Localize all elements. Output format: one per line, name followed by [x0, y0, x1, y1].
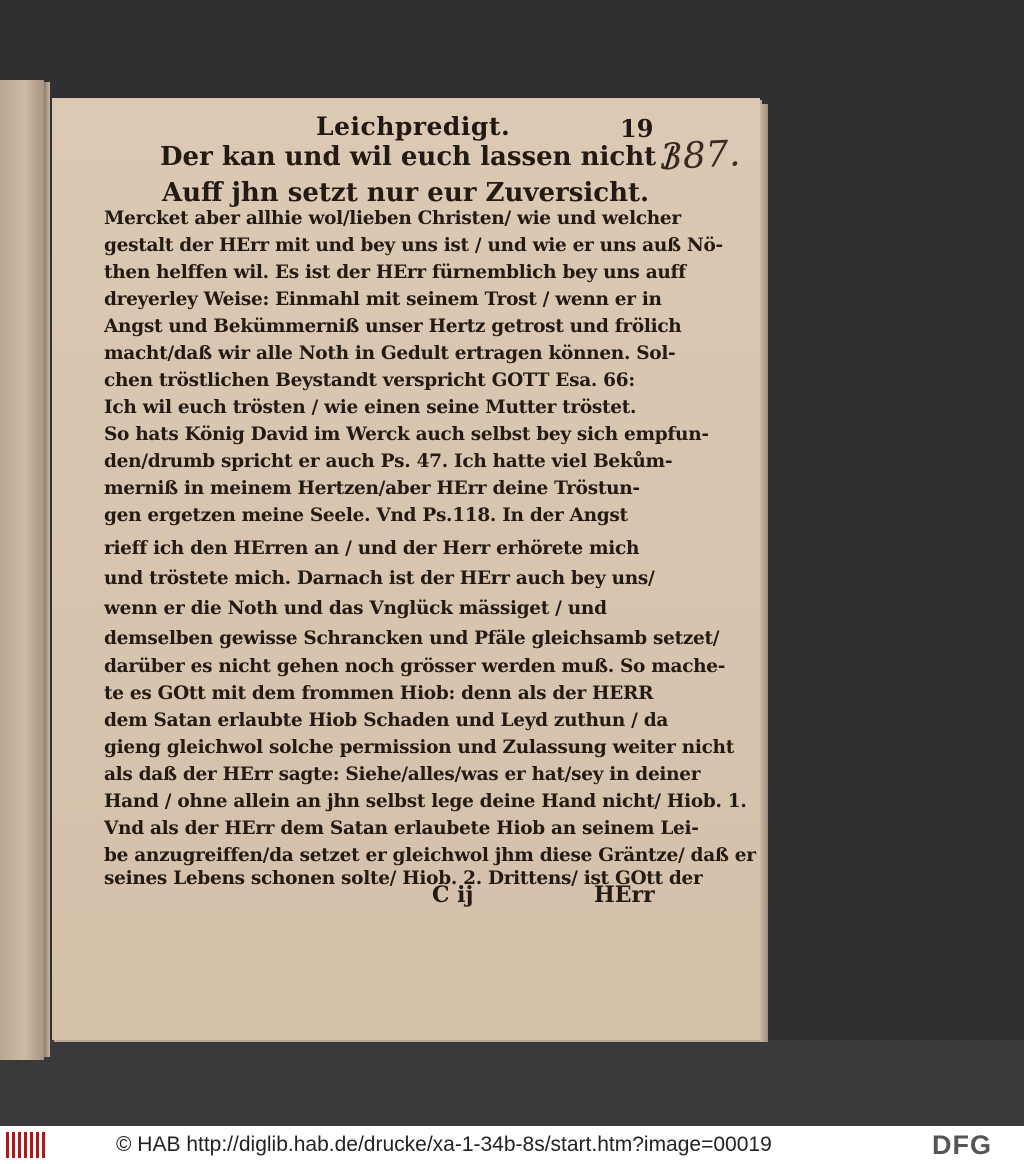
hab-logo-icon [4, 1130, 48, 1160]
body-text-line: gestalt der HErr mit und bey uns ist / und wie er uns auß Nö- [104, 235, 723, 256]
body-text-line: chen tröstlichen Beystandt verspricht GOTT Esa. 66: [104, 370, 635, 391]
handwritten-folio-number: 387. [658, 133, 742, 179]
left-facing-page [0, 80, 44, 1060]
body-text-line: Angst und Bekümmerniß unser Hertz getrost und frölich [104, 316, 682, 337]
body-text-line: Vnd als der HErr dem Satan erlaubete Hiob an seinem Lei- [104, 818, 699, 839]
copyright-link[interactable]: © HAB http://diglib.hab.de/drucke/xa-1-34b-8s/start.htm?image=00019 [116, 1133, 772, 1156]
left-page-edge [44, 82, 50, 1057]
body-text-line: demselben gewisse Schrancken und Pfäle gleichsamb setzet/ [104, 628, 720, 649]
body-text-line: darüber es nicht gehen noch grösser werden muß. So mache- [104, 656, 726, 677]
body-text-line: gen ergetzen meine Seele. Vnd Ps.118. In der Angst [104, 505, 628, 526]
body-text-line: dem Satan erlaubte Hiob Schaden und Leyd zuthun / da [104, 710, 669, 731]
page-number: 19 [620, 114, 654, 143]
body-text-line: und tröstete mich. Darnach ist der HErr auch bey uns/ [104, 568, 655, 589]
body-text-line: rieff ich den HErren an / und der Herr erhörete mich [104, 538, 640, 559]
running-head: Leichpredigt. [316, 112, 511, 141]
body-text-line: macht/daß wir alle Noth in Gedult ertragen können. Sol- [104, 343, 676, 364]
body-text-line: So hats König David im Werck auch selbst bey sich empfun- [104, 424, 709, 445]
body-text-line: den/drumb spricht er auch Ps. 47. Ich hatte viel Bekům- [104, 451, 673, 472]
body-text-line: merniß in meinem Hertzen/aber HErr deine Tröstun- [104, 478, 640, 499]
body-text-line: Mercket aber allhie wol/lieben Christen/ wie und welcher [104, 208, 681, 229]
scan-background-lower [0, 1040, 1024, 1126]
body-text-line: then helffen wil. Es ist der HErr fürnemblich bey uns auff [104, 262, 686, 283]
body-text-line: Hand / ohne allein an jhn selbst lege deine Hand nicht/ Hiob. 1. [104, 791, 747, 812]
verse-line: Auff jhn setzt nur eur Zuversicht. [162, 178, 650, 208]
page-edge [760, 104, 768, 1042]
body-text-line: wenn er die Noth und das Vnglück mässiget / und [104, 598, 607, 619]
body-text-line: seines Lebens schonen solte/ Hiob. 2. Drittens/ ist GOtt der [104, 868, 703, 889]
signature-mark: C ij [432, 882, 474, 908]
body-text-line: be anzugreiffen/da setzet er gleichwol jhm diese Gräntze/ daß er [104, 845, 756, 866]
catchword: HErr [594, 882, 655, 908]
body-text-line: als daß der HErr sagte: Siehe/alles/was er hat/sey in deiner [104, 764, 701, 785]
body-text-line: gieng gleichwol solche permission und Zulassung weiter nicht [104, 737, 734, 758]
footer-bar [0, 1126, 1024, 1164]
body-text-line: dreyerley Weise: Einmahl mit seinem Trost / wenn er in [104, 289, 662, 310]
body-text-line: Ich wil euch trösten / wie einen seine Mutter tröstet. [104, 397, 637, 418]
verse-line: Der kan und wil euch lassen nicht / [160, 142, 675, 172]
dfg-logo: DFG [932, 1130, 992, 1160]
body-text-line: te es GOtt mit dem frommen Hiob: denn als der HERR [104, 683, 654, 704]
